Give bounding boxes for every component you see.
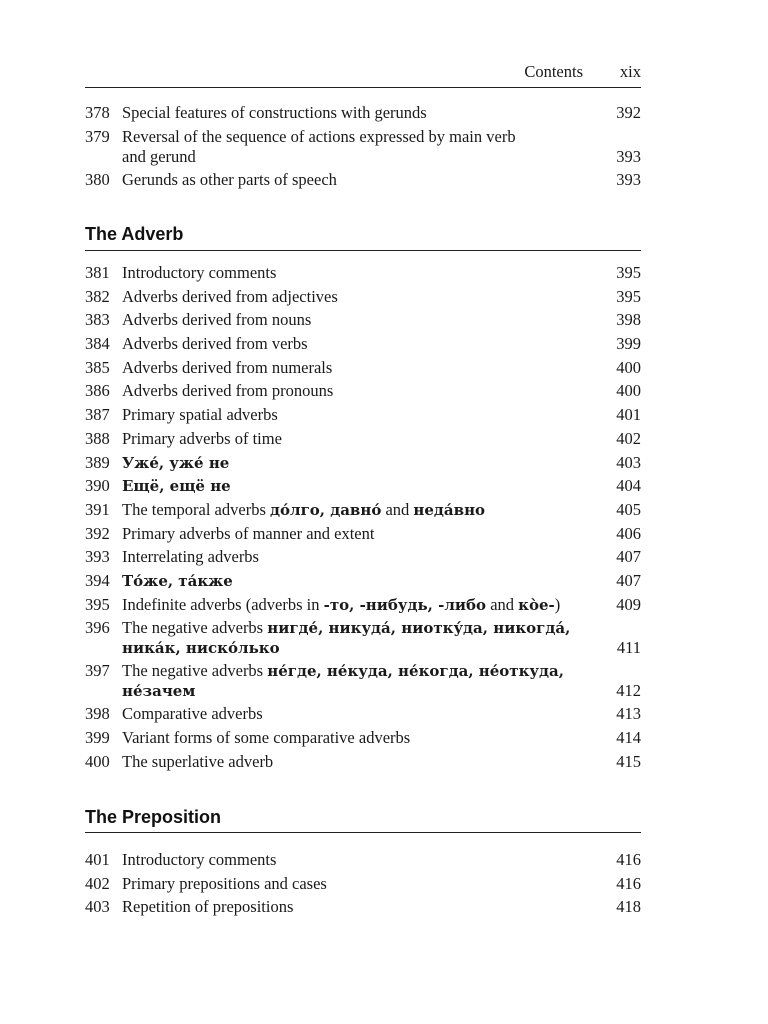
toc-entry [85,850,641,874]
toc-entry [85,170,641,194]
entry-title-russian: неда́вно [413,500,486,519]
entry-title-text: The negative adverbs [122,661,268,681]
toc-entry [85,429,641,453]
entry-number: 396 [85,618,110,638]
entry-number: 402 [85,873,110,893]
entry-title-text: and [486,594,519,614]
entry-title [122,476,583,496]
entry-number: 403 [85,897,110,917]
entry-page: 398 [616,310,641,330]
entry-title-russian: ко̀е- [518,595,555,614]
entry-title: Adverbs derived from adjectives [122,286,338,306]
toc-entry [85,453,641,477]
entry-page: 414 [616,728,641,747]
entry-page: 407 [616,547,641,567]
entry-page: 411 [616,638,641,658]
toc-entry [85,547,641,571]
entry-number: 399 [85,728,110,747]
entry-title-line1: Reversal of the sequence of actions expressed by main verb [122,127,516,146]
section-rule-adverb [85,250,641,251]
toc-entry [85,618,641,661]
entry-title-text: The temporal adverbs [122,499,270,519]
entry-title-line2 [122,681,641,701]
entry-number: 401 [85,850,110,869]
entry-title [122,571,583,591]
entry-number: 381 [85,263,110,282]
toc-entry [85,358,641,382]
entry-title [122,500,583,520]
toc-entry [85,310,641,334]
entry-number: 395 [85,594,110,614]
entry-number: 397 [85,661,110,681]
entry-title: Adverbs derived from nouns [122,310,312,330]
entry-title-line1 [122,661,641,681]
entry-title: Introductory comments [122,850,277,869]
toc-entry [85,476,641,500]
adverb-entries [85,263,641,775]
entry-title-line1 [122,618,641,638]
entry-number: 394 [85,570,110,590]
entry-title-text: ) [554,594,561,614]
entry-number: 387 [85,405,110,425]
toc-entry [85,874,641,898]
toc-entry [85,728,641,752]
entry-number: 391 [85,499,110,519]
entry-page: 403 [616,452,641,472]
toc-entry [85,103,641,127]
entry-title: Primary spatial adverbs [122,405,278,425]
running-head [85,62,641,84]
entry-title-russian: не́зачем [122,682,196,701]
entry-page: 393 [616,147,641,166]
entry-title-russian: Уже́, уже́ не [122,453,230,472]
entry-title-text: The negative adverbs [122,618,268,638]
entry-page: 413 [616,704,641,724]
section-rule-preposition [85,832,641,833]
entry-title-text: Indefinite adverbs (adverbs in [122,594,324,614]
gerund-entries [85,103,641,194]
toc-entry [85,263,641,287]
entry-title-russian: -то, -нибудь, -либо [323,595,487,614]
entry-page: 406 [616,523,641,543]
entry-number: 382 [85,286,110,306]
entry-number: 384 [85,334,110,354]
entry-title-russian: до́лго, давно́ [269,500,382,519]
entry-title-russian: не́где, не́куда, не́когда, не́откуда, [267,662,564,681]
entry-title [122,595,591,615]
toc-entry [85,381,641,405]
entry-title [122,127,641,167]
entry-page: 412 [616,681,641,701]
entry-page: 402 [616,428,641,448]
entry-number: 400 [85,751,110,771]
entry-title [122,661,641,701]
entry-number: 388 [85,428,110,448]
entry-page: 399 [616,334,641,354]
entry-page: 405 [616,499,641,519]
toc-entry [85,571,641,595]
entry-page: 418 [616,897,641,917]
toc-entry [85,595,641,619]
entry-title-line2: and gerund [122,147,196,166]
entry-title-text: and [381,499,414,519]
entry-number: 390 [85,476,110,496]
toc-entry [85,127,641,170]
entry-title-line2 [122,638,641,658]
entry-title-russian: Ещё, ещё не [122,477,231,496]
entry-page: 404 [616,476,641,496]
entry-title: Repetition of prepositions [122,897,294,917]
header-rule [85,87,641,88]
entry-number: 380 [85,170,110,189]
running-head-page-number: xix [619,62,641,81]
toc-entry [85,500,641,524]
entry-number: 378 [85,103,110,122]
entry-number: 385 [85,357,110,377]
entry-number: 398 [85,704,110,724]
toc-entry [85,334,641,358]
toc-entry [85,524,641,548]
toc-entry [85,704,641,728]
entry-title: Adverbs derived from pronouns [122,381,334,401]
entry-page: 416 [616,873,641,893]
entry-title: Gerunds as other parts of speech [122,170,337,189]
entry-title-russian: нигде́, никуда́, ниотку́да, никогда́, [267,619,571,638]
entry-number: 393 [85,547,110,567]
entry-page: 400 [616,381,641,401]
entry-page: 395 [616,263,641,282]
entry-title: Interrelating adverbs [122,547,259,567]
entry-title [122,453,583,473]
entry-title-russian: То́же, та́кже [122,571,233,590]
entry-number: 383 [85,310,110,330]
entry-title: The superlative adverb [122,751,274,771]
entry-page: 416 [616,850,641,869]
section-heading-preposition: The Preposition [85,807,222,827]
entry-title: Variant forms of some comparative adverbs [122,728,411,747]
section-heading-adverb: The Adverb [85,224,184,244]
entry-title: Special features of constructions with gerunds [122,103,427,122]
entry-title: Primary adverbs of manner and extent [122,523,375,543]
entry-page: 392 [616,103,641,122]
toc-entry [85,661,641,704]
entry-number: 392 [85,523,110,543]
entry-title: Introductory comments [122,263,277,282]
preposition-entries [85,850,641,921]
entry-page: 395 [616,286,641,306]
entry-title [122,618,641,658]
entry-page: 401 [616,405,641,425]
entry-number: 379 [85,127,110,146]
entry-title-russian: ника́к, ниско́лько [122,639,280,658]
entry-page: 400 [616,357,641,377]
entry-title: Primary adverbs of time [122,428,282,448]
entry-page: 409 [616,594,641,614]
entry-title: Comparative adverbs [122,704,263,724]
entry-title: Primary prepositions and cases [122,873,327,893]
toc-entry [85,897,641,921]
toc-entry [85,752,641,776]
running-head-title: Contents [524,62,583,81]
entry-page: 407 [616,570,641,590]
entry-page: 393 [616,170,641,189]
entry-title: Adverbs derived from numerals [122,357,333,377]
entry-number: 389 [85,452,110,472]
toc-entry [85,405,641,429]
toc-entry [85,287,641,311]
entry-title: Adverbs derived from verbs [122,334,308,354]
entry-page: 415 [616,751,641,771]
entry-number: 386 [85,381,110,401]
